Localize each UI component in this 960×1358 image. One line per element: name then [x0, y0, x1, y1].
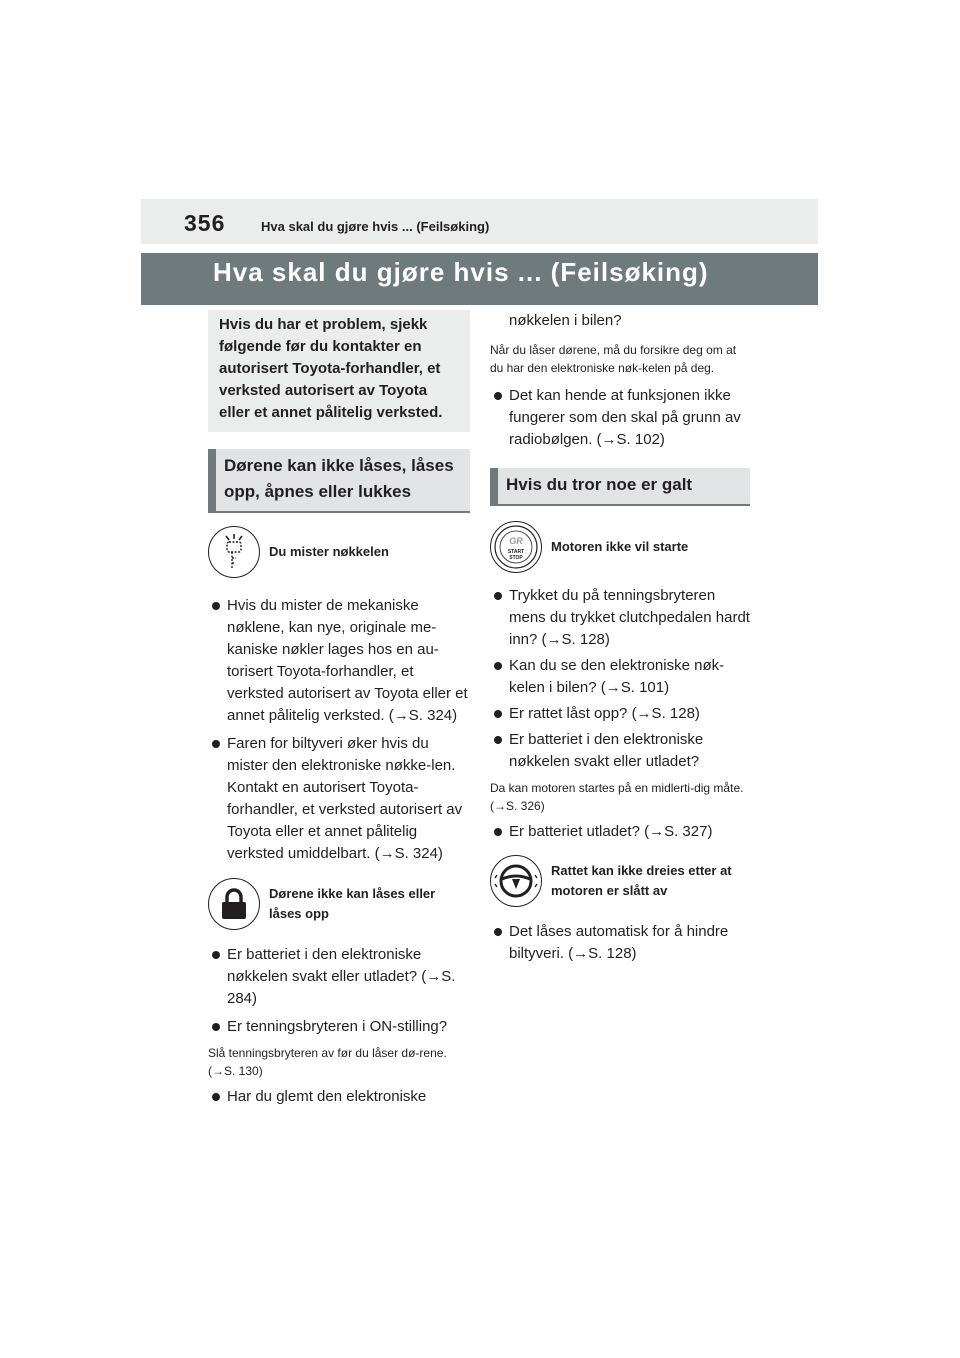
section-title-doors: Dørene kan ikke låses, låses opp, åpnes eller lukkes [208, 449, 470, 513]
list-item: Har du glemt den elektroniske [208, 1086, 470, 1108]
section-title-something-wrong: Hvis du tror noe er galt [490, 468, 750, 506]
subsection-lost-key [208, 526, 470, 578]
subsection-label: Du mister nøkkelen [269, 544, 389, 559]
list-item: Faren for biltyveri øker hvis du mister den elektroniske nøkke-len. Kontakt en autorisert Toyota-forhandler, et verksted autorisert av Toyota eller et annet pålitelig verksted umiddelbart. (→S. 324) [208, 733, 470, 865]
subsection-steering-lock [490, 855, 750, 907]
padlock-icon [208, 878, 260, 930]
right-column [490, 310, 750, 965]
svg-text:GR: GR [509, 536, 523, 546]
subsection-label: Motoren ikke vil starte [551, 539, 689, 554]
key-icon [208, 526, 260, 578]
start-icon-text: START [507, 549, 525, 555]
page-title: Hva skal du gjøre hvis ... (Feilsøking) [213, 257, 709, 287]
note: Da kan motoren startes på en midlerti-dig måte. (→S. 326) [490, 781, 744, 813]
subsection-doors-lock [208, 878, 470, 930]
left-column [208, 310, 470, 1108]
intro-box: Hvis du har et problem, sjekk følgende før du kontakter en autorisert Toyota-forhandler, et verksted autorisert av Toyota eller et annet pålitelig verksted. [208, 310, 470, 432]
note: Når du låser dørene, må du forsikre deg om at du har den elektroniske nøk-kelen på deg. [490, 343, 737, 375]
list-item: Er batteriet i den elektroniske nøkkelen svakt eller utladet? [490, 729, 750, 773]
list-item: Kan du se den elektroniske nøk-kelen i bilen? (→S. 101) [490, 655, 750, 699]
list-item: Det kan hende at funksjonen ikke fungerer som den skal på grunn av radiobølgen. (→S. 102) [490, 385, 750, 451]
list-item: Er batteriet i den elektroniske nøkkelen svakt eller utladet? (→S. 284) [208, 944, 470, 1010]
start-stop-button-icon [490, 521, 542, 573]
subsection-label: Dørene ikke kan låses eller låses opp [269, 886, 436, 921]
list-item: Det låses automatisk for å hindre biltyveri. (→S. 128) [490, 921, 750, 965]
list-item: Hvis du mister de mekaniske nøklene, kan nye, originale me-kaniske nøkler lages hos en au-torisert Toyota-forhandler, et verksted autorisert av Toyota eller et annet pålitelig verksted. (→S. 324) [208, 595, 470, 727]
list-item-continued: nøkkelen i bilen? [509, 312, 622, 329]
running-title: Hva skal du gjøre hvis ... (Feilsøking) [261, 219, 490, 234]
subsection-label: Rattet kan ikke dreies etter at motoren er slått av [551, 863, 732, 898]
note: Slå tenningsbryteren av før du låser dø-rene. (→S. 130) [208, 1046, 447, 1078]
subsection-engine-not-start [490, 521, 750, 573]
list-item: Er batteriet utladet? (→S. 327) [490, 821, 750, 843]
steering-wheel-icon [490, 855, 542, 907]
list-item: Trykket du på tenningsbryteren mens du trykket clutchpedalen hardt inn? (→S. 128) [490, 585, 750, 651]
stop-icon-text: STOP [509, 555, 523, 561]
page-number: 356 [184, 210, 226, 236]
list-item: Er tenningsbryteren i ON-stilling? [208, 1016, 470, 1038]
list-item: Er rattet låst opp? (→S. 128) [490, 703, 750, 725]
